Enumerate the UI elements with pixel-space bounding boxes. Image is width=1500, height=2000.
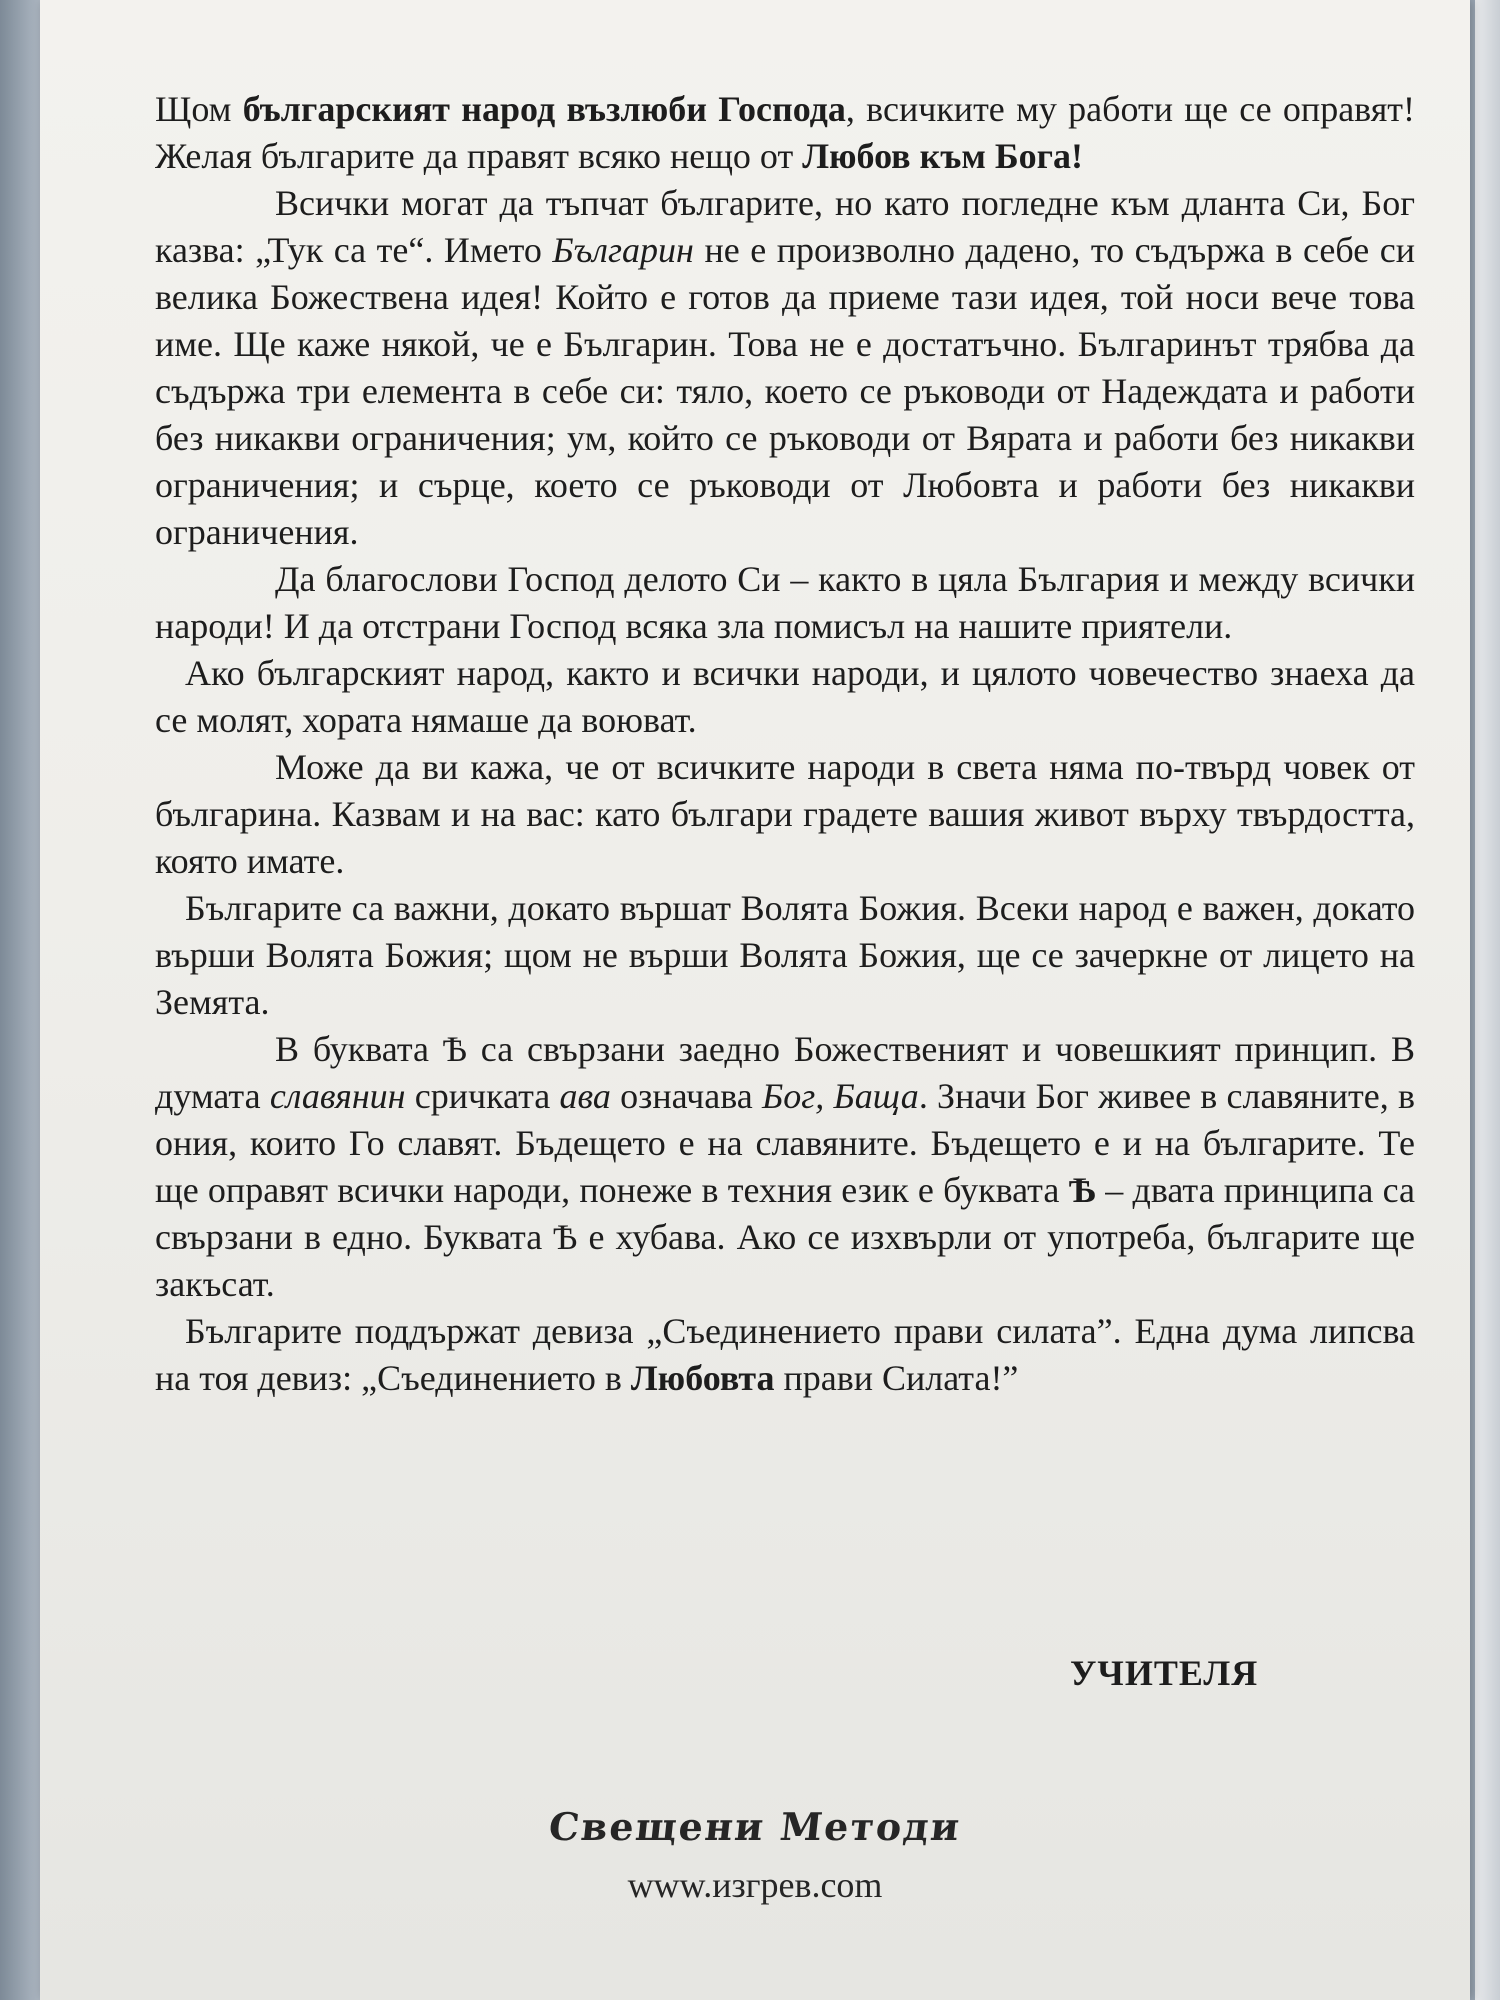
italic-run: ава (559, 1076, 611, 1116)
bold-run: Любов към Бога! (802, 136, 1083, 176)
text-run: Българите поддържат девиза „Съединението прави силата”. Една дума липсва на тоя девиз: „Съединението в (155, 1311, 1415, 1398)
signature: УЧИТЕЛЯ (1070, 1653, 1259, 1693)
paragraph-7 (155, 1026, 1415, 1308)
background-right (1475, 0, 1500, 2000)
paragraph-5: Може да ви кажа, че от всичките народи в света няма по-твърд човек от българина. Казвам и на вас: като българи градете вашия живот върху твърдостта, която имате. (155, 747, 1415, 881)
italic-run: Бог, Баща (761, 1076, 919, 1116)
bold-run: българският народ възлюби Господа (242, 89, 846, 129)
website-url: www.изгрев.com (627, 1865, 883, 1905)
text-run: Щом (155, 89, 243, 129)
italic-run: славянин (269, 1076, 406, 1116)
text-run: означава (610, 1076, 762, 1116)
paragraph-3: Да благослови Господ делото Си – както в цяла България и между всички народи! И да отстрани Господ всяка зла помисъл на нашите приятели. (155, 559, 1415, 646)
text-run: , всичките му работи ще се оправят! Желая българите да правят всяко нещо от (155, 89, 1415, 176)
background-left (0, 0, 40, 2000)
publisher-name: Свещени Методи (546, 1804, 964, 1849)
bold-run: Любовта (630, 1358, 775, 1398)
text-run: . Значи Бог живее в славяните, в ония, които Го славят. Бъдещето е на славяните. Бъдещето е и на българите. Те ще оправят всички народи, понеже в техния език е буквата (155, 1076, 1415, 1210)
text-body (155, 86, 1415, 1402)
text-run: не е произволно дадено, то съдържа в себе си велика Божествена идея! Който е готов да приеме тази идея, той носи вече това име. Ще каже някой, че е Българин. Това не е достатъчно. Българинът трябва да съдържа три елемента в себе си: тяло, което се ръководи от Надеждата и работи без никакви ограничения; ум, който се ръководи от Вярата и работи без никакви ограничения; и сърце, което се ръководи от Любовта и работи без никакви ограничения. (155, 230, 1415, 552)
paragraph-4: Ако българският народ, както и всички народи, и цялото човечество знаеха да се молят, хората нямаше да воюват. (155, 653, 1415, 740)
paragraph-1 (155, 86, 1415, 180)
text-run: сричката (405, 1076, 560, 1116)
paragraph-2 (155, 180, 1415, 556)
text-run: – двата принципа са свързани в едно. Буквата Ѣ е хубава. Ако се изхвърли от употреба, българите ще закъсат. (155, 1170, 1415, 1304)
text-run: В буквата Ѣ са свързани заедно Божественият и човешкият принцип. В думата (155, 1029, 1415, 1116)
bold-run: Ѣ (1068, 1170, 1097, 1210)
paragraph-8 (155, 1308, 1415, 1402)
text-run: Всички могат да тъпчат българите, но като погледне към дланта Си, Бог казва: „Тук са те“. Името (155, 183, 1415, 270)
paragraph-6: Българите са важни, докато вършат Волята Божия. Всеки народ е важен, докато върши Волята Божия; щом не върши Волята Божия, ще се зачеркне от лицето на Земята. (155, 888, 1415, 1022)
page-sheet (40, 0, 1470, 2000)
text-run: прави Силата!” (774, 1358, 1019, 1398)
italic-run: Българин (552, 230, 694, 270)
